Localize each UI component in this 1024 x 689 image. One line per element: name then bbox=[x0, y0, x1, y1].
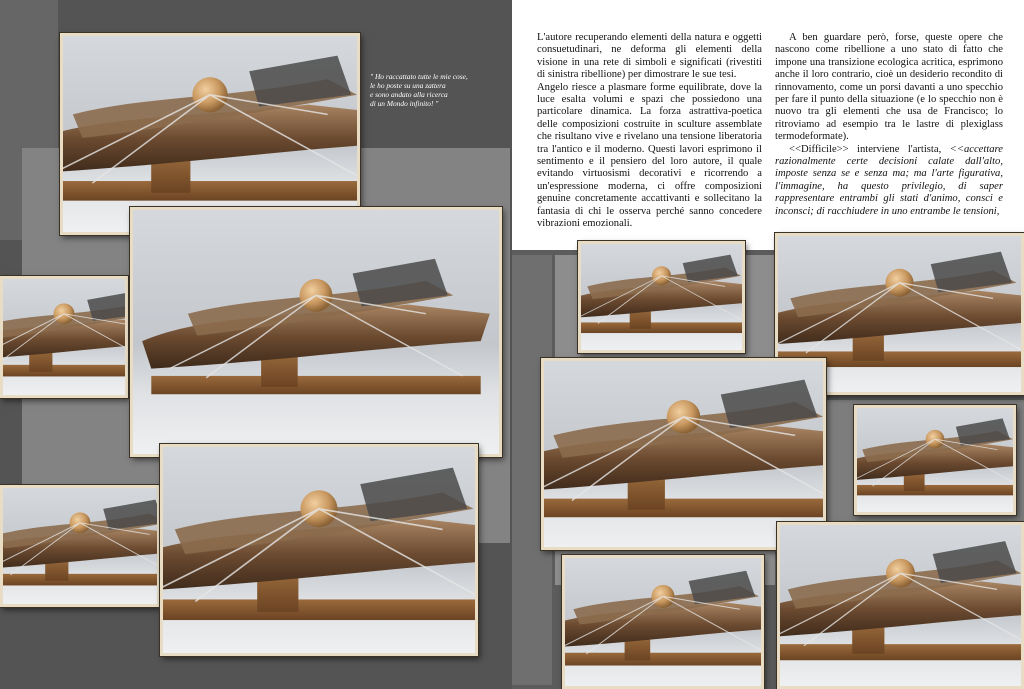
paragraph bbox=[775, 144, 1003, 218]
quote-text: <<accettare razionalmente certe decisioni calate dall'alto, imposte senza se e senza ma; ma l'arte figurativa, l'immagine, ha questo privilegio, di saper rappresentare entrambi gli stati d'animo, consci e inconsci; di racchiudere in uno entrambe le tensioni, bbox=[775, 143, 1003, 217]
sculpture-image bbox=[3, 279, 125, 395]
sculpture-image bbox=[3, 488, 157, 604]
sculpture-photo bbox=[562, 555, 764, 689]
caption-line: di un Mondo infinito! " bbox=[370, 99, 439, 108]
sculpture-image bbox=[133, 210, 499, 454]
sculpture-image bbox=[163, 447, 475, 653]
caption-line: le ho poste su una zattera bbox=[370, 81, 446, 90]
sculpture-photo bbox=[160, 444, 478, 656]
caption-line: " Ho raccattato tutte le mie cose, bbox=[370, 72, 468, 81]
paragraph: A ben guardare però, forse, queste opere che nascono come ribellione a uno stato di fatto che impone una transizione ecologica acritica, esprimono anche il loro contrario, cioè un desiderio recondito di rinnovamento, come un porsi davanti a uno specchio per fare il punto della situazione (e lo specchio non è nuovo tra gli elementi che usa de Francisco; lo ritroviamo ad esempio tra le lastre di plexiglass termodeformate). bbox=[775, 32, 1003, 143]
sculpture-photo bbox=[130, 207, 502, 457]
text-column-1 bbox=[537, 32, 762, 231]
sculpture-photo bbox=[777, 522, 1024, 689]
paragraph-text: interviene l'artista, bbox=[848, 143, 950, 155]
text-column-2 bbox=[775, 32, 1003, 218]
sculpture-image bbox=[857, 408, 1013, 512]
sculpture-image bbox=[565, 558, 761, 686]
sculpture-image bbox=[544, 361, 823, 547]
paragraph: L'autore recuperando elementi della natura e oggetti consuetudinari, ne deforma gli elementi della visione in una rete di simboli e significati (rivestiti di sinistra ribellione) per dimostrare le sue tesi. bbox=[537, 32, 762, 81]
sculpture-image bbox=[63, 36, 357, 232]
sculpture-photo bbox=[578, 241, 745, 353]
quote-lead: <<Difficile>> bbox=[789, 143, 849, 155]
sculpture-photo bbox=[0, 276, 128, 398]
sculpture-photo bbox=[60, 33, 360, 235]
sculpture-image bbox=[581, 244, 742, 350]
paragraph: Angelo riesce a plasmare forme equilibrate, dove la luce esalta volumi e spazi che possiedono una particolare dinamica. La forza astrattiva-poetica delle composizioni costruite in sculture assemblate che risultano vive e rivelano una tensione liberatoria tra l'antico e il moderno. Questi lavori esprimono il sentimento e il pensiero del loro autore, il quale evitando virtuosismi decorativi e ricorrendo a un'espressione moderna, ci offre composizioni genuine concretamente accattivanti e sollecitano la fantasia di chi le osserva perché sanno concedere vibrazioni emozionali. bbox=[537, 81, 762, 230]
caption-quote bbox=[370, 72, 510, 108]
sculpture-image bbox=[780, 525, 1021, 686]
sculpture-photo bbox=[854, 405, 1016, 515]
sculpture-photo bbox=[0, 485, 160, 607]
caption-line: e sono andato alla ricerca bbox=[370, 90, 448, 99]
